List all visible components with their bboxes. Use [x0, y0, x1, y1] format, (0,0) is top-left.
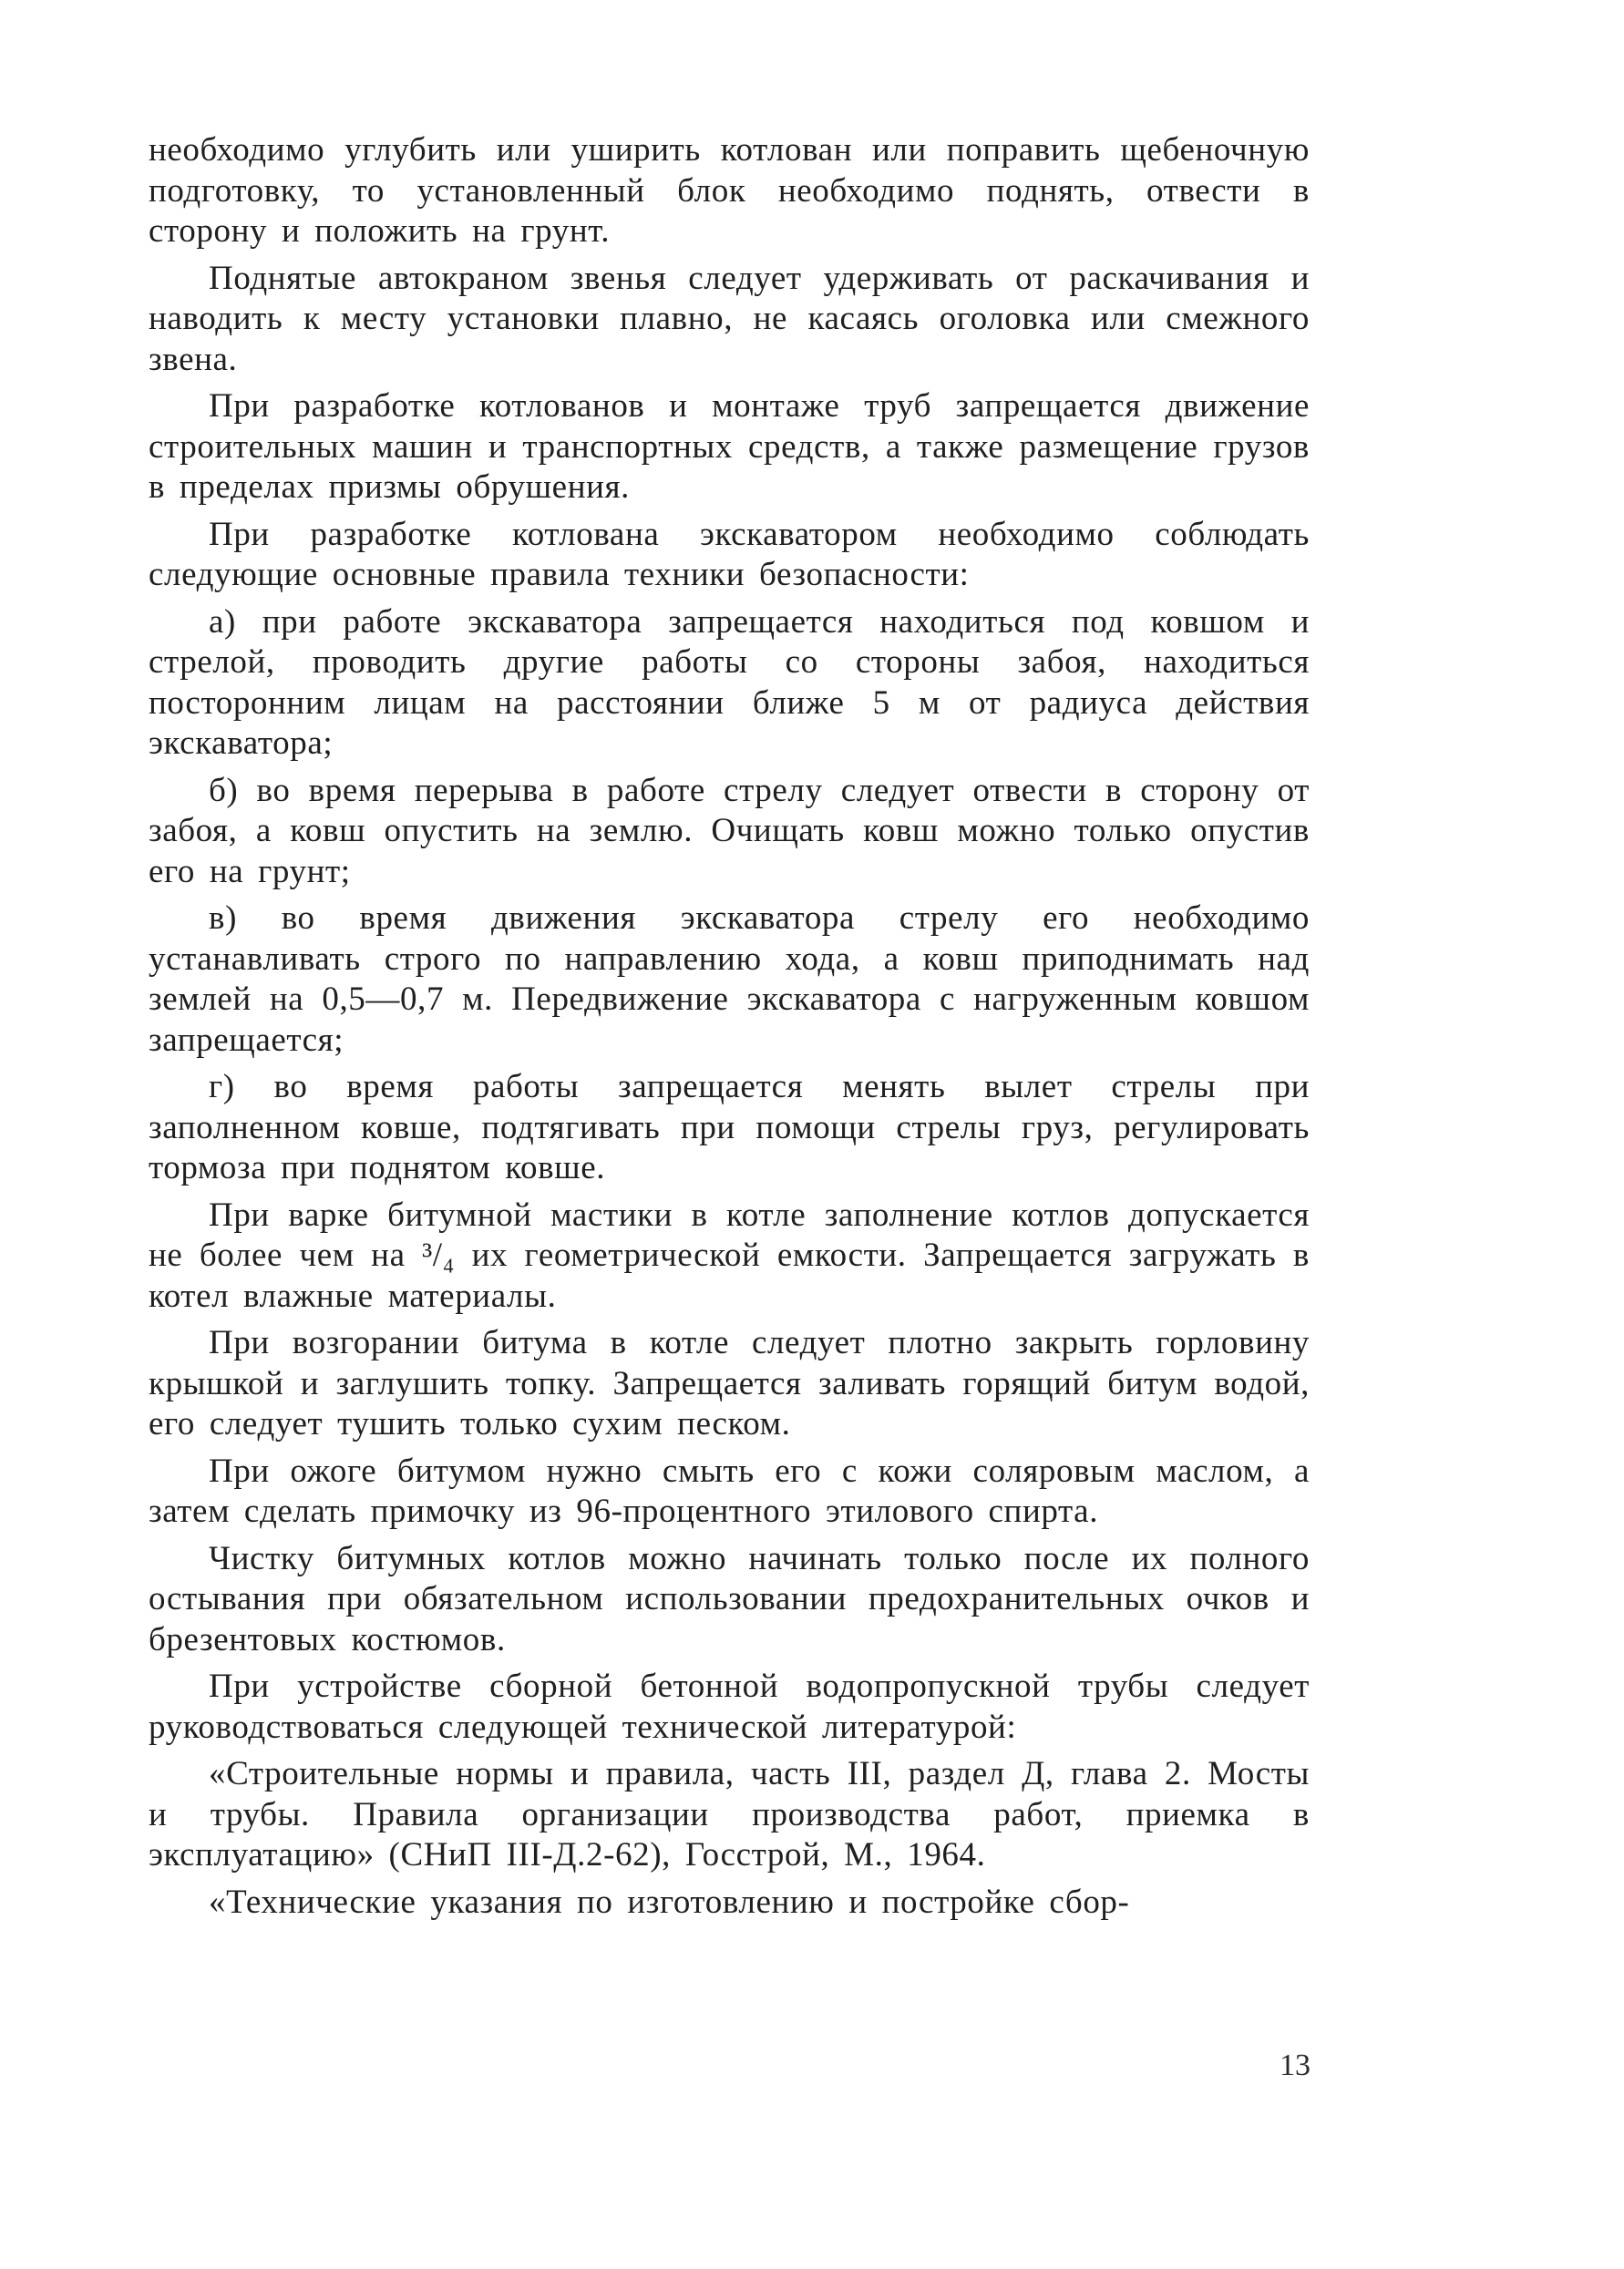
- page-number: 13: [1280, 2048, 1311, 2082]
- paragraph-excavation-restrictions: При разработке котлованов и монтаже труб запрещается движение строительных машин и транспортных средств, а также размещение грузов в пределах призмы обрушения.: [149, 387, 1310, 506]
- paragraph-bitumen-burn: При ожоге битумом нужно смыть его с кожи соляровым маслом, а затем сделать примочку из 96-процентного этилового спирта.: [149, 1452, 1310, 1530]
- paragraph-crane-links: Поднятые автокраном звенья следует удерживать от раскачивания и наводить к месту установки плавно, не касаясь оголовка или смежного звена.: [149, 259, 1310, 378]
- paragraph-literature-intro: При устройстве сборной бетонной водопропускной трубы следует руководствоваться следующей технической литературой:: [149, 1668, 1310, 1746]
- paragraph-boiler-cleaning: Чистку битумных котлов можно начинать только после их полного остывания при обязательном использовании предохранительных очков и брезентовых костюмов.: [149, 1539, 1310, 1658]
- reference-technical-guidelines: «Технические указания по изготовлению и постройке сбор-: [209, 1883, 1130, 1921]
- paragraph-excavator-rules-intro: При разработке котлована экскаватором необходимо соблюдать следующие основные правила техники безопасности:: [149, 515, 1310, 593]
- reference-snip: «Строительные нормы и правила, часть III, раздел Д, глава 2. Мосты и трубы. Правила организации производства работ, приемка в эксплуатацию» (СНиП III-Д.2-62), Госстрой, М., 1964.: [149, 1755, 1310, 1874]
- list-item-v: в) во время движения экскаватора стрелу его необходимо устанавливать строго по направлению хода, а ковш приподнимать над землей на 0,5—0,7 м. Передвижение экскаватора с нагруженным ковшом запрещается;: [149, 899, 1310, 1059]
- body-text: [149, 130, 1310, 1929]
- list-item-a: а) при работе экскаватора запрещается находиться под ковшом и стрелой, проводить другие работы со стороны забоя, находиться посторонним лицам на расстоянии ближе 5 м от радиуса действия экскаватора;: [149, 602, 1310, 762]
- paragraph-bitumen-fire: При возгорании битума в котле следует плотно закрыть горловину крышкой и заглушить топку. Запрещается заливать горящий битум водой, его следует тушить только сухим песком.: [149, 1324, 1310, 1443]
- paragraph-bitumen-boiling: При варке битумной мастики в котле заполнение котлов допускается не более чем на ³/₄ их геометрической емкости. Запрещается загружать в котел влажные материалы.: [149, 1196, 1310, 1315]
- paragraph-continuation: необходимо углубить или уширить котлован или поправить щебеночную подготовку, то установленный блок необходимо поднять, отвести в сторону и положить на грунт.: [149, 131, 1310, 250]
- list-item-b: б) во время перерыва в работе стрелу следует отвести в сторону от забоя, а ковш опустить на землю. Очищать ковш можно только опустив его на грунт;: [149, 771, 1310, 890]
- list-item-g: г) во время работы запрещается менять вылет стрелы при заполненном ковше, подтягивать при помощи стрелы груз, регулировать тормоза при поднятом ковше.: [149, 1068, 1310, 1186]
